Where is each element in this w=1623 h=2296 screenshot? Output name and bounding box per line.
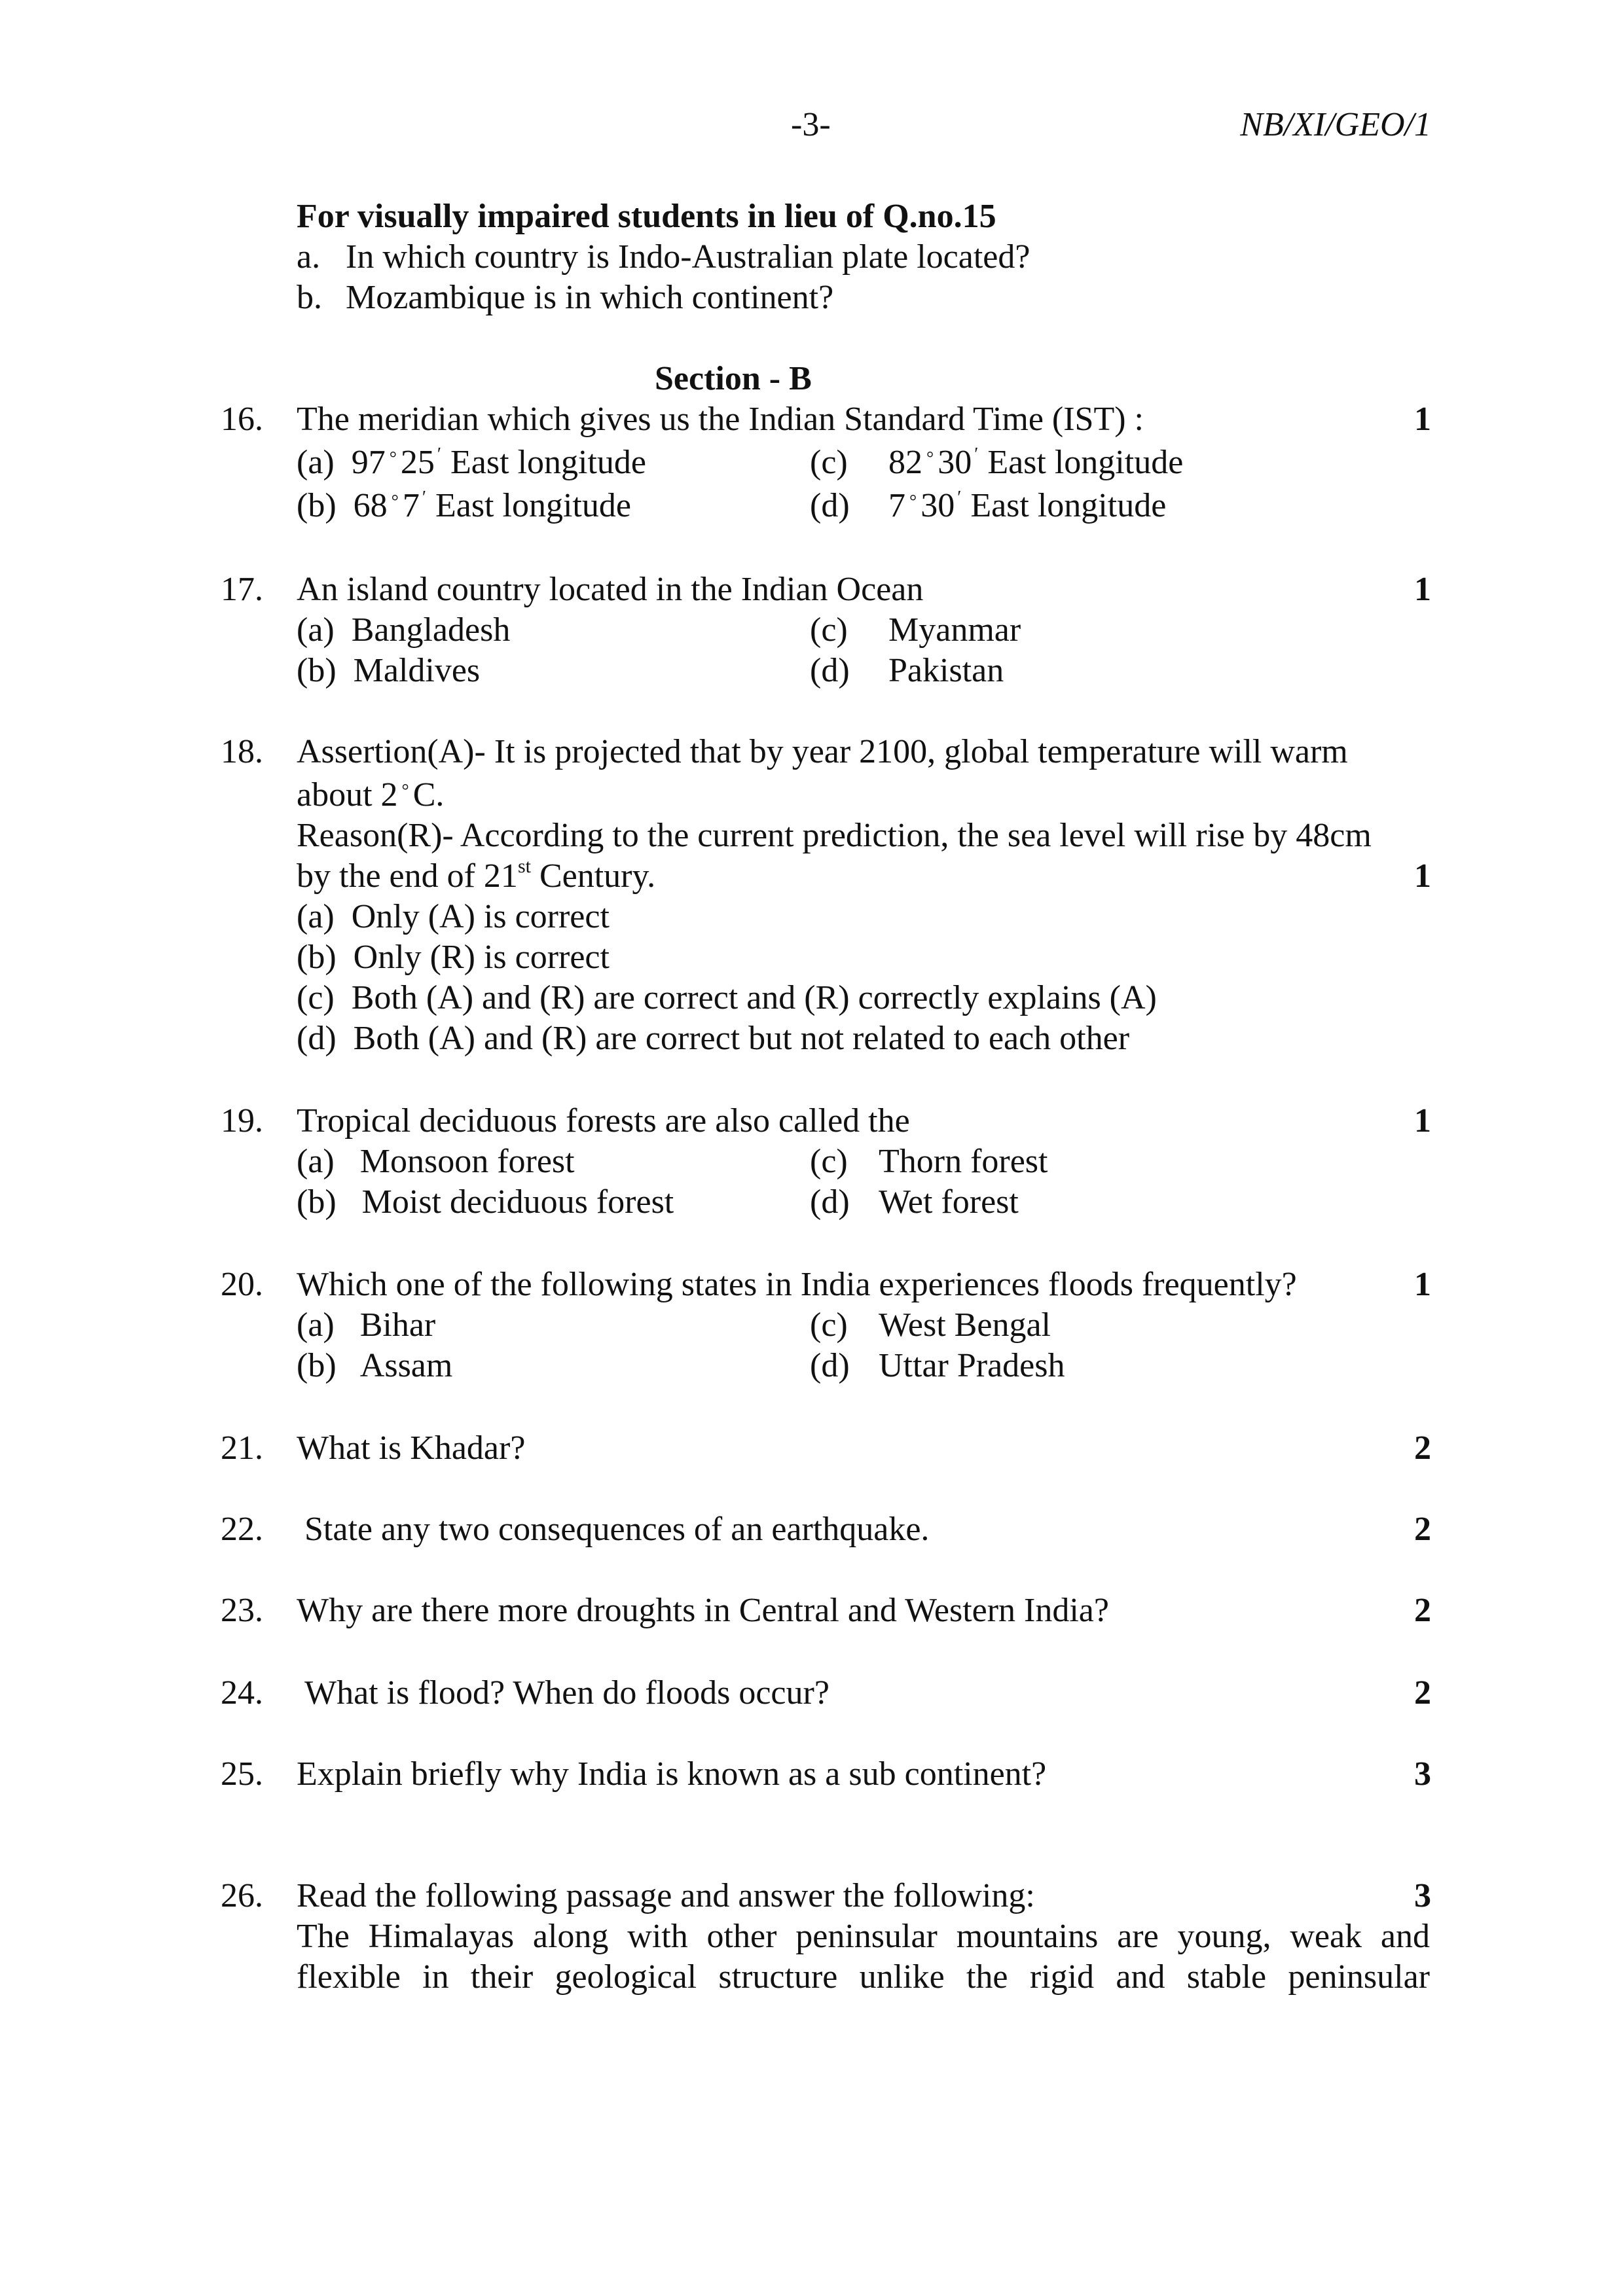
option-label: (d)	[810, 1347, 850, 1384]
option-label: (c)	[297, 979, 335, 1016]
option-text: Pakistan	[888, 652, 1004, 689]
question-marks: 1	[1414, 1266, 1431, 1303]
q17-options-row-2	[0, 651, 1623, 691]
option-minutes: 30	[921, 487, 955, 524]
question-marks: 1	[1414, 1102, 1431, 1139]
minute-symbol: ′	[957, 488, 962, 508]
page-number: -3-	[791, 106, 831, 143]
option-label: (d)	[810, 487, 850, 524]
option-a	[297, 610, 510, 651]
option-label: (c)	[810, 1143, 848, 1180]
option-label: (d)	[810, 652, 850, 689]
option-degrees: 82	[888, 444, 922, 481]
visually-impaired-heading: For visually impaired students in lieu of Q.no.15	[297, 198, 996, 235]
question-marks: 2	[1414, 1511, 1431, 1548]
q16-options-row-1	[0, 442, 1623, 483]
question-18	[0, 732, 1623, 772]
option-a	[297, 1141, 575, 1182]
question-number: 22.	[221, 1511, 263, 1548]
question-marks: 3	[1414, 1877, 1431, 1914]
option-text: Myanmar	[888, 611, 1021, 649]
vi-item-text: Mozambique is in which continent?	[346, 279, 834, 316]
option-a	[297, 1305, 435, 1346]
option-degrees: 68	[353, 487, 388, 524]
option-text: Bihar	[359, 1306, 436, 1344]
option-text: Only (R) is correct	[353, 939, 610, 976]
option-text: Uttar Pradesh	[879, 1347, 1065, 1384]
question-marks: 1	[1414, 857, 1431, 895]
option-label: (c)	[810, 444, 848, 481]
option-suffix: East longitude	[987, 444, 1184, 481]
question-text: Tropical deciduous forests are also called the	[297, 1102, 910, 1139]
assertion-line-2	[297, 775, 444, 821]
assertion-unit: C.	[412, 776, 445, 814]
option-label: (b)	[297, 1347, 337, 1384]
question-marks: 2	[1414, 1674, 1431, 1712]
option-suffix: East longitude	[450, 444, 646, 481]
degree-symbol: °	[391, 492, 399, 512]
q20-options-row-1	[0, 1305, 1623, 1346]
vi-item-text: In which country is Indo-Australian plate located?	[346, 238, 1030, 276]
option-label: (d)	[297, 1020, 337, 1057]
option-text: Assam	[359, 1347, 453, 1384]
question-marks: 1	[1414, 571, 1431, 608]
question-16	[0, 399, 1623, 440]
reason-text: by the end of 21	[297, 857, 518, 895]
ordinal-suffix: st	[517, 855, 531, 877]
minute-symbol: ′	[437, 444, 442, 465]
degree-symbol: °	[926, 448, 934, 469]
degree-symbol: °	[389, 448, 397, 469]
option-c	[297, 978, 1157, 1018]
question-text: The meridian which gives us the Indian Standard Time (IST) :	[297, 401, 1144, 438]
question-number: 21.	[221, 1429, 263, 1467]
reason-text-end: Century.	[530, 857, 656, 895]
option-text: Maldives	[353, 652, 481, 689]
question-text: State any two consequences of an earthquake.	[304, 1511, 930, 1548]
question-number: 19.	[221, 1102, 263, 1139]
option-suffix: East longitude	[970, 487, 1167, 524]
vi-item-label: a.	[297, 238, 321, 276]
question-text: Why are there more droughts in Central and Western India?	[297, 1592, 1109, 1629]
option-b	[297, 937, 610, 978]
option-minutes: 25	[400, 444, 435, 481]
question-marks: 2	[1414, 1429, 1431, 1467]
option-degrees: 7	[888, 487, 905, 524]
degree-symbol: °	[909, 492, 917, 512]
option-c	[810, 442, 1184, 483]
question-22	[0, 1509, 1623, 1550]
reason-line-2-row	[0, 856, 1623, 897]
option-label: (a)	[297, 611, 335, 649]
question-text: Explain briefly why India is known as a sub continent?	[297, 1755, 1047, 1793]
question-26	[0, 1876, 1623, 1916]
option-c	[810, 1305, 1051, 1346]
paper-code: NB/XI/GEO/1	[1240, 106, 1431, 143]
option-text: Moist deciduous forest	[361, 1183, 674, 1221]
question-number: 17.	[221, 571, 263, 608]
option-a	[297, 897, 610, 937]
question-number: 18.	[221, 733, 263, 770]
vi-item-label: b.	[297, 279, 322, 316]
assertion-text: about 2	[297, 776, 398, 814]
option-c	[810, 610, 1021, 651]
reason-line-2	[297, 856, 655, 897]
passage-line-2: flexible in their geological structure unlike the rigid and stable peninsular	[297, 1958, 1430, 1996]
option-label: (c)	[810, 611, 848, 649]
option-d	[297, 1018, 1129, 1059]
question-25	[0, 1754, 1623, 1795]
question-24	[0, 1673, 1623, 1713]
option-text: Only (A) is correct	[351, 898, 610, 935]
question-number: 24.	[221, 1674, 263, 1712]
option-text: Wet forest	[879, 1183, 1019, 1221]
minute-symbol: ′	[974, 444, 979, 465]
option-b	[297, 1346, 452, 1386]
option-minutes: 7	[402, 487, 420, 524]
option-b	[297, 651, 480, 691]
question-marks: 1	[1414, 401, 1431, 438]
question-23	[0, 1590, 1623, 1631]
vi-item-a	[297, 237, 1030, 278]
reason-line-1: Reason(R)- According to the current prediction, the sea level will rise by 48cm	[297, 817, 1372, 854]
option-text: Both (A) and (R) are correct and (R) correctly explains (A)	[351, 979, 1157, 1016]
question-17	[0, 569, 1623, 610]
option-degrees: 97	[351, 444, 386, 481]
q17-options-row-1	[0, 610, 1623, 651]
option-label: (a)	[297, 1143, 335, 1180]
option-label: (a)	[297, 444, 335, 481]
option-label: (b)	[297, 1183, 337, 1221]
option-text: Both (A) and (R) are correct but not related to each other	[353, 1020, 1130, 1057]
q16-options-row-2	[0, 486, 1623, 526]
question-number: 26.	[221, 1877, 263, 1914]
option-c	[810, 1141, 1048, 1182]
q19-options-row-1	[0, 1141, 1623, 1182]
option-d	[810, 1346, 1065, 1386]
question-number: 16.	[221, 401, 263, 438]
degree-symbol: °	[401, 781, 409, 801]
question-marks: 2	[1414, 1592, 1431, 1629]
section-title: Section - B	[655, 360, 812, 397]
option-label: (b)	[297, 652, 337, 689]
option-d	[810, 1182, 1019, 1223]
minute-symbol: ′	[422, 488, 426, 508]
option-label: (d)	[810, 1183, 850, 1221]
option-minutes: 30	[938, 444, 972, 481]
option-d	[810, 486, 1167, 526]
option-label: (a)	[297, 898, 335, 935]
option-label: (b)	[297, 487, 337, 524]
option-text: West Bengal	[879, 1306, 1051, 1344]
option-b	[297, 1182, 674, 1223]
option-text: Bangladesh	[351, 611, 511, 649]
option-label: (b)	[297, 939, 337, 976]
question-text: An island country located in the Indian Ocean	[297, 571, 924, 608]
question-21	[0, 1428, 1623, 1469]
option-a	[297, 442, 646, 488]
assertion-line-1: Assertion(A)- It is projected that by year 2100, global temperature will warm	[297, 733, 1348, 770]
q20-options-row-2	[0, 1346, 1623, 1386]
option-b	[297, 486, 631, 531]
option-suffix: East longitude	[435, 487, 631, 524]
option-label: (a)	[297, 1306, 335, 1344]
option-text: Thorn forest	[879, 1143, 1048, 1180]
vi-item-b	[297, 278, 834, 318]
option-text: Monsoon forest	[359, 1143, 575, 1180]
question-marks: 3	[1414, 1755, 1431, 1793]
passage-line-1: The Himalayas along with other peninsular mountains are young, weak and	[297, 1918, 1430, 1955]
question-number: 23.	[221, 1592, 263, 1629]
question-text: What is flood? When do floods occur?	[304, 1674, 830, 1712]
question-text: Read the following passage and answer the following:	[297, 1877, 1035, 1914]
option-d	[810, 651, 1004, 691]
option-label: (c)	[810, 1306, 848, 1344]
question-20	[0, 1265, 1623, 1305]
question-19	[0, 1101, 1623, 1141]
question-text: Which one of the following states in India experiences floods frequently?	[297, 1266, 1297, 1303]
question-number: 20.	[221, 1266, 263, 1303]
q19-options-row-2	[0, 1182, 1623, 1223]
question-number: 25.	[221, 1755, 263, 1793]
question-text: What is Khadar?	[297, 1429, 526, 1467]
